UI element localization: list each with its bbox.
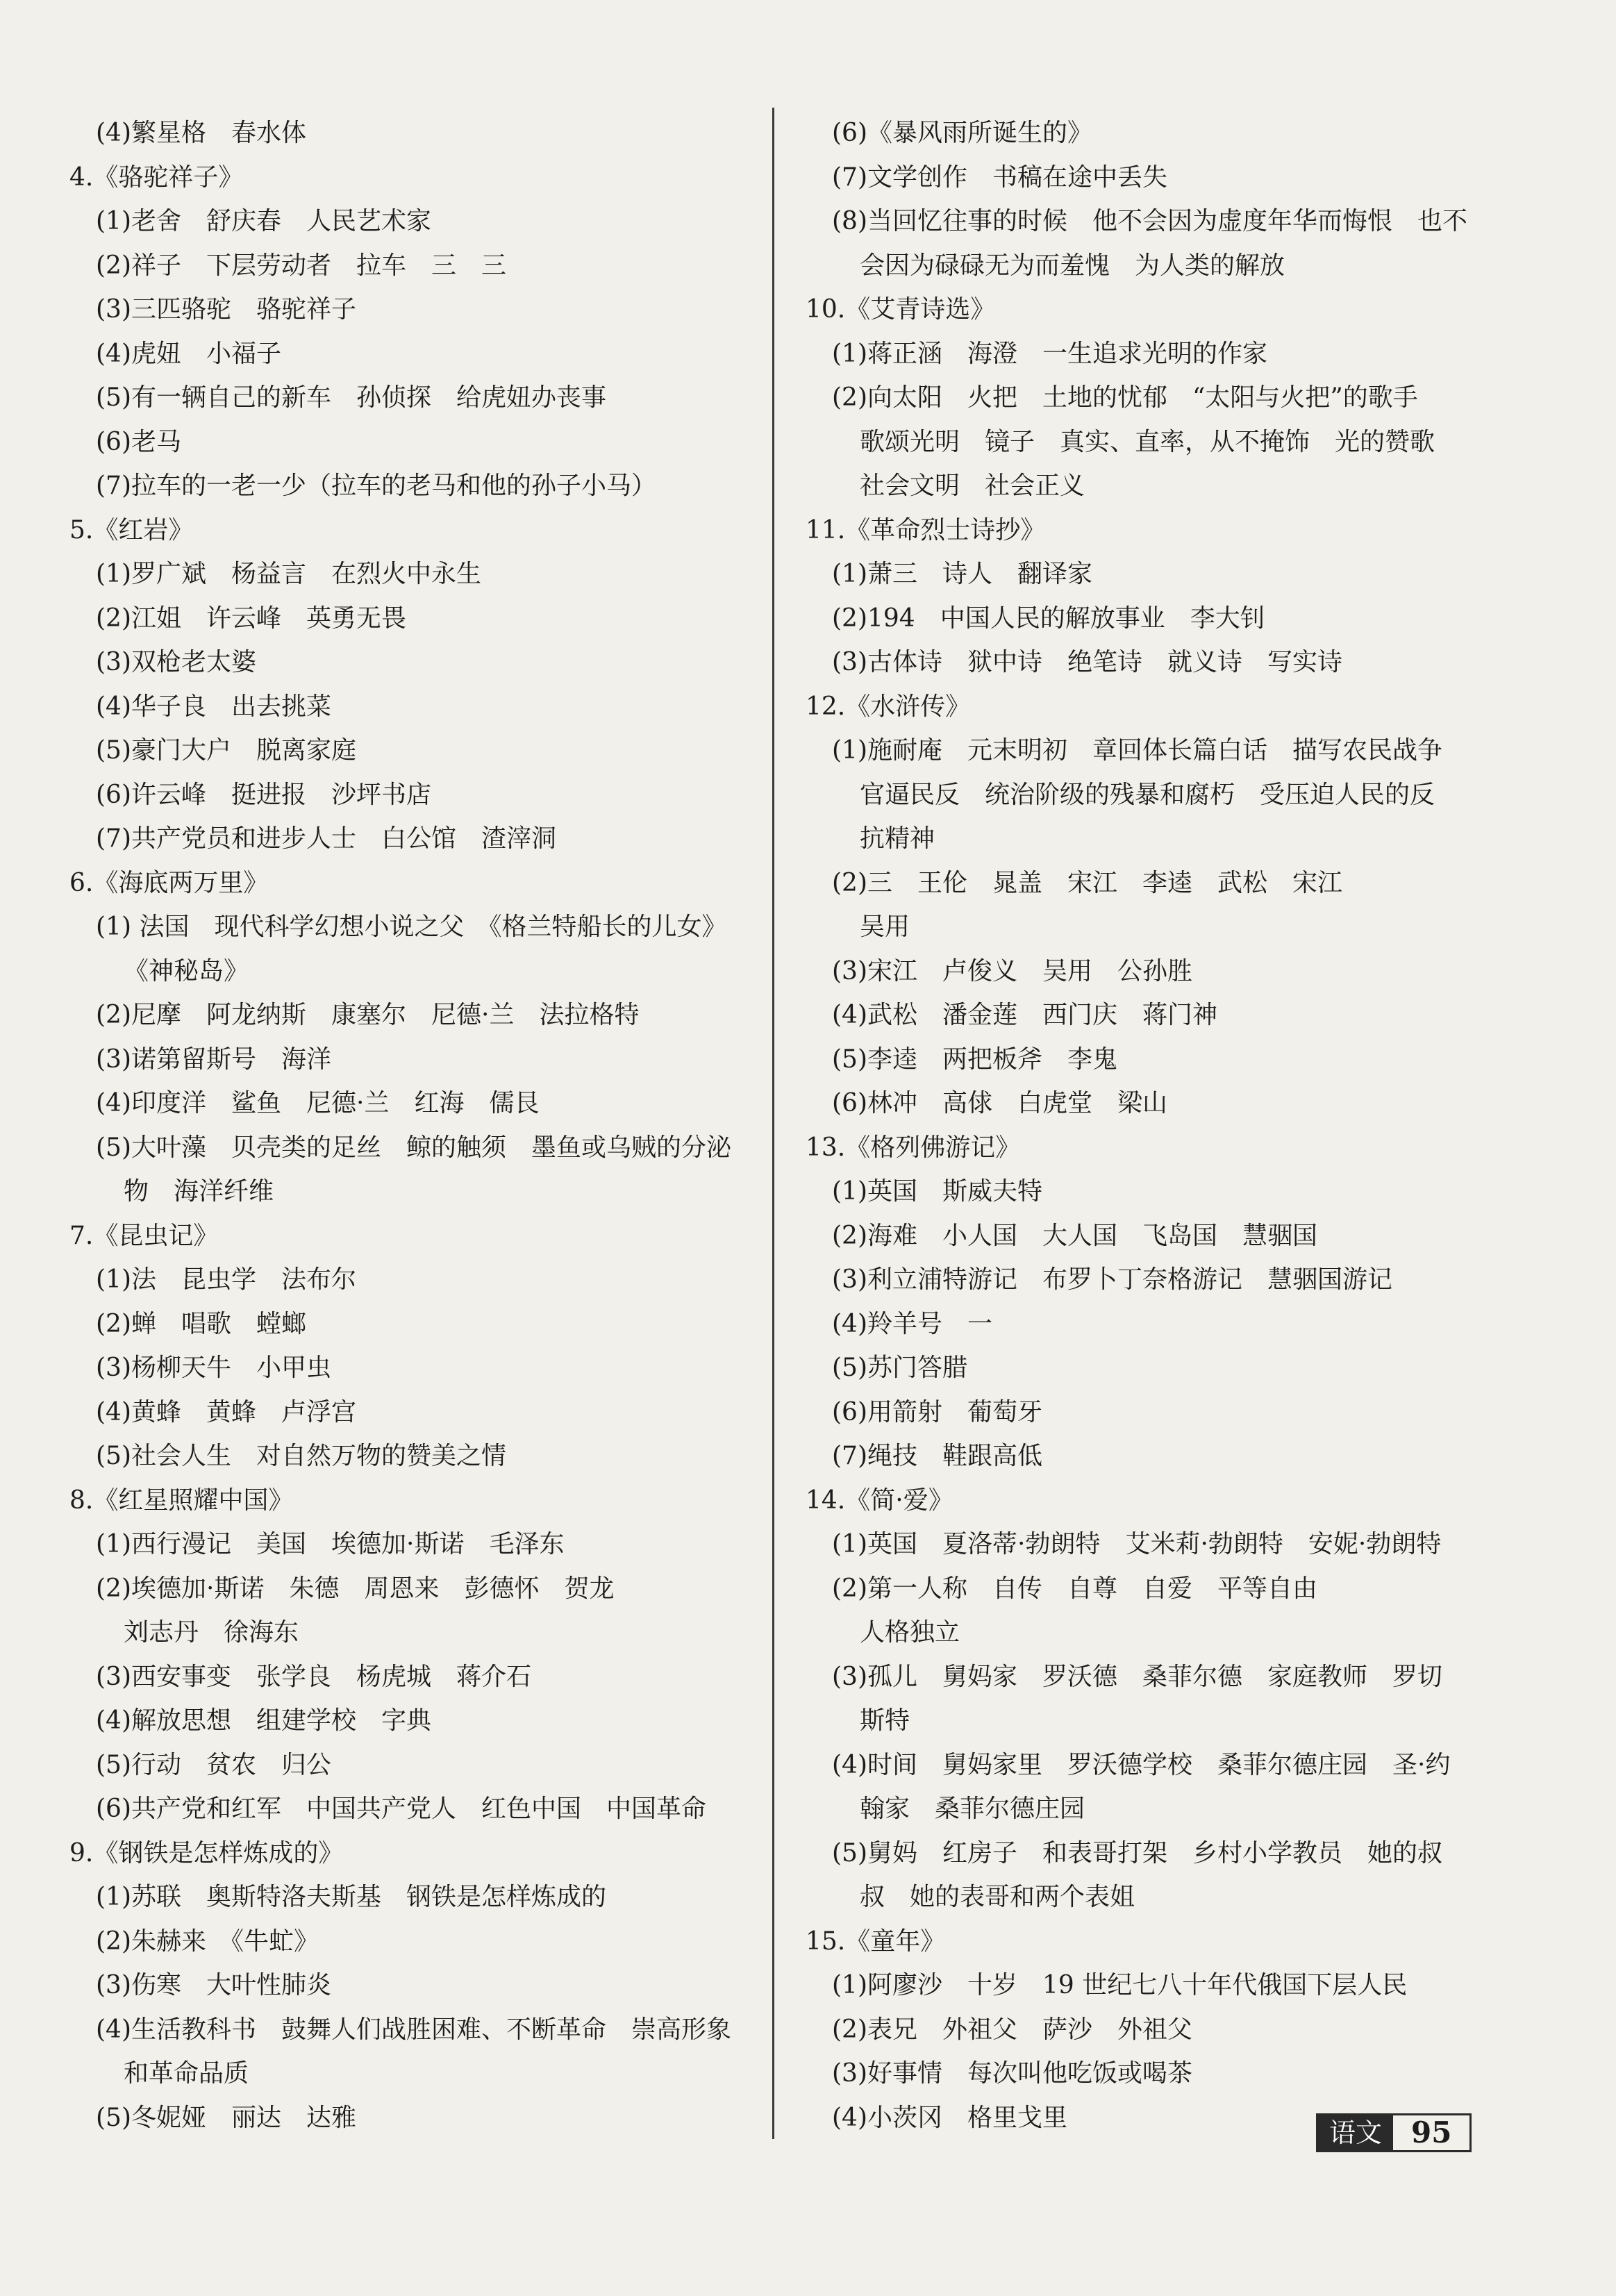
answer-item: (7)绳技 鞋跟高低 xyxy=(832,1442,1042,1470)
section-heading: 5.《红岩》 xyxy=(69,515,194,544)
answer-item: (4)华子良 出去挑菜 xyxy=(96,692,331,721)
answer-item: (4)印度洋 鲨鱼 尼德·兰 红海 儒艮 xyxy=(96,1089,540,1117)
section-heading: 11.《革命烈士诗抄》 xyxy=(806,515,1046,544)
answer-item: (5)苏门答腊 xyxy=(832,1354,967,1382)
answer-continuation: 抗精神 xyxy=(860,824,935,853)
answer-item: (4)繁星格 春水体 xyxy=(96,119,306,147)
answer-item: (1)老舍 舒庆春 人民艺术家 xyxy=(96,207,431,235)
answer-item: (3)双枪老太婆 xyxy=(96,648,256,676)
section-heading: 6.《海底两万里》 xyxy=(69,868,269,897)
right-column xyxy=(806,111,1486,2140)
answer-continuation: 斯特 xyxy=(860,1706,910,1735)
answer-continuation: 官逼民反 统治阶级的残暴和腐朽 受压迫人民的反 xyxy=(860,780,1435,809)
answer-item: (2)海难 小人国 大人国 飞岛国 慧骃国 xyxy=(832,1221,1317,1250)
answer-item: (5)社会人生 对自然万物的赞美之情 xyxy=(96,1442,506,1470)
answer-item: (1)施耐庵 元末明初 章回体长篇白话 描写农民战争 xyxy=(832,736,1442,765)
answer-item: (5)大叶藻 贝壳类的足丝 鲸的触须 墨鱼或乌贼的分泌 xyxy=(96,1133,731,1162)
answer-item: (5)有一辆自己的新车 孙侦探 给虎妞办丧事 xyxy=(96,383,606,412)
section-heading: 13.《格列佛游记》 xyxy=(806,1133,1021,1162)
answer-continuation: 翰家 桑菲尔德庄园 xyxy=(860,1795,1085,1823)
section-heading: 15.《童年》 xyxy=(806,1927,946,1956)
answer-item: (2)蝉 唱歌 螳螂 xyxy=(96,1309,306,1338)
answer-item: (7)文学创作 书稿在途中丢失 xyxy=(832,163,1167,192)
answer-continuation: 和革命品质 xyxy=(124,2059,249,2088)
answer-continuation: 歌颂光明 镜子 真实、直率，从不掩饰 光的赞歌 xyxy=(860,427,1435,456)
answer-item: (5)舅妈 红房子 和表哥打架 乡村小学教员 她的叔 xyxy=(832,1838,1442,1867)
answer-item: (1) 法国 现代科学幻想小说之父 《格兰特船长的儿女》 xyxy=(96,913,727,941)
answer-item: (6)《暴风雨所诞生的》 xyxy=(832,119,1092,147)
answer-item: (1)罗广斌 杨益言 在烈火中永生 xyxy=(96,560,481,588)
subject-label: 语文 xyxy=(1318,2115,1393,2150)
answer-item: (1)法 昆虫学 法布尔 xyxy=(96,1265,356,1294)
answer-item: (2)江姐 许云峰 英勇无畏 xyxy=(96,604,406,633)
answer-item: (4)解放思想 组建学校 字典 xyxy=(96,1706,431,1735)
page-number: 95 xyxy=(1393,2115,1469,2150)
section-heading: 10.《艾青诗选》 xyxy=(806,295,996,324)
answer-item: (2)朱赫来 《牛虻》 xyxy=(96,1927,319,1956)
answer-item: (5)行动 贫农 归公 xyxy=(96,1750,331,1779)
answer-item: (1)萧三 诗人 翻译家 xyxy=(832,560,1092,588)
answer-item: (3)诺第留斯号 海洋 xyxy=(96,1045,331,1074)
answer-item: (7)拉车的一老一少（拉车的老马和他的孙子小马） xyxy=(96,472,656,500)
answer-item: (1)苏联 奥斯特洛夫斯基 钢铁是怎样炼成的 xyxy=(96,1883,606,1911)
answer-item: (6)林冲 高俅 白虎堂 梁山 xyxy=(832,1089,1167,1117)
answer-item: (2)第一人称 自传 自尊 自爱 平等自由 xyxy=(832,1574,1317,1603)
answer-item: (4)武松 潘金莲 西门庆 蒋门神 xyxy=(832,1001,1217,1029)
answer-continuation: 刘志丹 徐海东 xyxy=(124,1618,299,1647)
answer-continuation: 会因为碌碌无为而羞愧 为人类的解放 xyxy=(860,251,1285,280)
answer-item: (2)埃德加·斯诺 朱德 周恩来 彭德怀 贺龙 xyxy=(96,1574,615,1603)
answer-item: (6)用箭射 葡萄牙 xyxy=(832,1397,1042,1426)
section-heading: 7.《昆虫记》 xyxy=(69,1221,219,1250)
answer-item: (2)向太阳 火把 土地的忧郁 “太阳与火把”的歌手 xyxy=(832,383,1418,412)
answer-continuation: 叔 她的表哥和两个表姐 xyxy=(860,1883,1135,1911)
answer-continuation: 人格独立 xyxy=(860,1618,960,1647)
answer-item: (3)伤寒 大叶性肺炎 xyxy=(96,1971,331,1999)
answer-continuation: 物 海洋纤维 xyxy=(124,1177,274,1206)
section-heading: 4.《骆驼祥子》 xyxy=(69,163,244,192)
answer-item: (5)李逵 两把板斧 李鬼 xyxy=(832,1045,1117,1074)
answer-item: (3)杨柳天牛 小甲虫 xyxy=(96,1354,331,1382)
section-heading: 9.《钢铁是怎样炼成的》 xyxy=(69,1838,344,1867)
answer-item: (5)冬妮娅 丽达 达雅 xyxy=(96,2103,356,2132)
section-heading: 12.《水浒传》 xyxy=(806,692,971,721)
answer-item: (2)尼摩 阿龙纳斯 康塞尔 尼德·兰 法拉格特 xyxy=(96,1001,640,1029)
answer-item: (1)西行漫记 美国 埃德加·斯诺 毛泽东 xyxy=(96,1530,565,1558)
answer-item: (1)英国 夏洛蒂·勃朗特 艾米莉·勃朗特 安妮·勃朗特 xyxy=(832,1530,1442,1558)
section-heading: 14.《简·爱》 xyxy=(806,1486,953,1515)
section-heading: 8.《红星照耀中国》 xyxy=(69,1486,294,1515)
answer-item: (8)当回忆往事的时候 他不会因为虚度年华而悔恨 也不 xyxy=(832,207,1467,235)
answer-item: (3)好事情 每次叫他吃饭或喝茶 xyxy=(832,2059,1192,2088)
answer-item: (3)利立浦特游记 布罗卜丁奈格游记 慧骃国游记 xyxy=(832,1265,1392,1294)
page-footer-badge xyxy=(1316,2113,1472,2152)
answer-item: (3)孤儿 舅妈家 罗沃德 桑菲尔德 家庭教师 罗切 xyxy=(832,1662,1442,1691)
answer-item: (3)西安事变 张学良 杨虎城 蒋介石 xyxy=(96,1662,531,1691)
column-divider xyxy=(772,108,774,2139)
answer-item: (3)宋江 卢俊义 吴用 公孙胜 xyxy=(832,956,1192,985)
answer-item: (5)豪门大户 脱离家庭 xyxy=(96,736,356,765)
answer-continuation: 社会文明 社会正义 xyxy=(860,472,1085,500)
answer-item: (3)三匹骆驼 骆驼祥子 xyxy=(96,295,356,324)
answer-item: (6)共产党和红军 中国共产党人 红色中国 中国革命 xyxy=(96,1795,706,1823)
answer-item: (6)老马 xyxy=(96,427,181,456)
answer-continuation: 吴用 xyxy=(860,913,910,941)
answer-item: (4)小茨冈 格里戈里 xyxy=(832,2103,1067,2132)
answer-item: (2)表兄 外祖父 萨沙 外祖父 xyxy=(832,2015,1192,2044)
answer-item: (1)阿廖沙 十岁 19 世纪七八十年代俄国下层人民 xyxy=(832,1971,1408,1999)
left-column xyxy=(69,111,750,2140)
answer-item: (4)时间 舅妈家里 罗沃德学校 桑菲尔德庄园 圣·约 xyxy=(832,1750,1451,1779)
answer-item: (2)三 王伦 晁盖 宋江 李逵 武松 宋江 xyxy=(832,868,1342,897)
answer-item: (4)羚羊号 一 xyxy=(832,1309,992,1338)
answer-item: (7)共产党员和进步人士 白公馆 渣滓洞 xyxy=(96,824,556,853)
answer-item: (6)许云峰 挺进报 沙坪书店 xyxy=(96,780,431,809)
answer-continuation: 《神秘岛》 xyxy=(124,956,249,985)
answer-item: (4)虎妞 小福子 xyxy=(96,339,281,368)
answer-item: (4)黄蜂 黄蜂 卢浮宫 xyxy=(96,1397,356,1426)
answer-item: (1)蒋正涵 海澄 一生追求光明的作家 xyxy=(832,339,1267,368)
answer-item: (2)194 中国人民的解放事业 李大钊 xyxy=(832,604,1265,633)
answer-item: (3)古体诗 狱中诗 绝笔诗 就义诗 写实诗 xyxy=(832,648,1342,676)
answer-item: (4)生活教科书 鼓舞人们战胜困难、不断革命 崇高形象 xyxy=(96,2015,731,2044)
answer-item: (1)英国 斯威夫特 xyxy=(832,1177,1042,1206)
answer-item: (2)祥子 下层劳动者 拉车 三 三 xyxy=(96,251,506,280)
